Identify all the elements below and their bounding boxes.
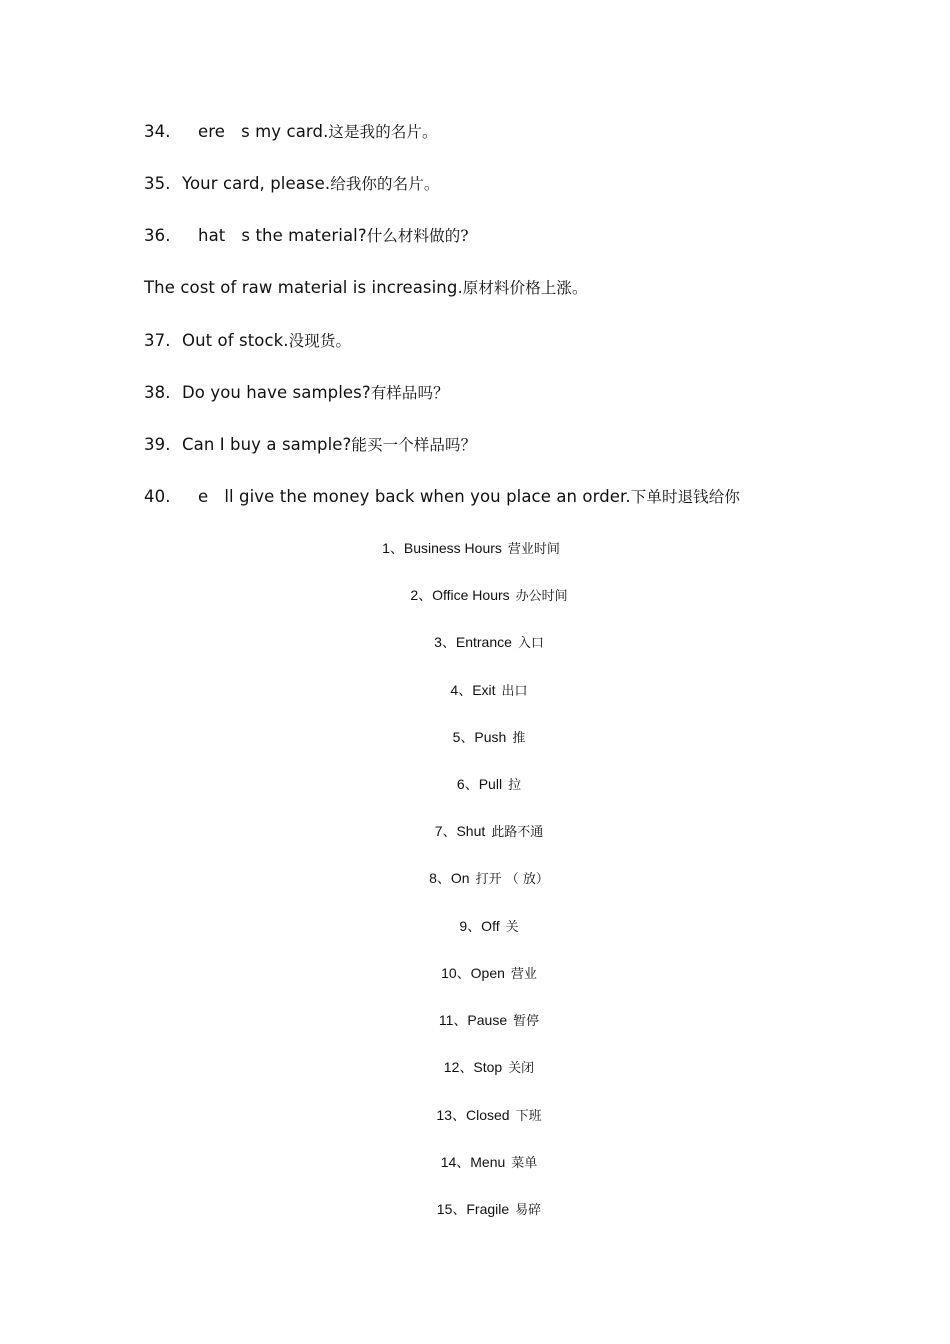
phrase-number: 37. [144,331,171,350]
phrase-english: hat s the material? [182,226,367,245]
sign-label: 3、Entrance [434,634,512,650]
sign-item [0,539,946,559]
phrase-chinese: 没现货。 [288,332,352,350]
phrase-number: 38. [144,383,171,402]
sign-label: 5、Push [452,729,507,745]
phrase-english: Out of stock. [182,331,289,350]
sign-item [14,917,950,937]
sign-chinese: 易碎 [515,1203,542,1218]
phrase-english: Your card, please. [182,174,331,193]
phrase-chinese: 有样品吗？ [370,384,449,402]
sign-item [14,1153,950,1173]
sign-item [14,728,950,748]
sign-item [14,822,950,842]
sign-label: 12、Stop [443,1059,503,1075]
sign-label: 4、Exit [450,682,496,698]
phrase-chinese: 什么材料做的? [366,227,469,245]
phrase-36 [144,225,469,247]
sign-item [14,681,950,701]
sign-label: 11、Pause [438,1012,508,1028]
phrase-number: 34. [144,122,171,141]
sign-chinese: 拉 [508,778,522,793]
sign-label: 9、Off [459,918,500,934]
sign-label: 6、Pull [456,776,503,792]
phrase-37 [144,330,351,352]
phrase-number: 36. [144,226,171,245]
sign-chinese: 营业时间 [507,542,560,557]
sign-item [14,1106,950,1126]
sign-label: 15、Fragile [436,1201,510,1217]
sign-chinese: 推 [512,731,526,746]
phrase-number: 39. [144,435,171,454]
sign-chinese: 营业 [510,967,537,982]
phrase-chinese: 给我你的名片。 [330,175,440,193]
phrase-english: e ll give the money back when you place an order. [182,487,631,506]
sign-label: 13、Closed [436,1107,510,1123]
phrase-english: ere s my card. [182,122,329,141]
sign-item [14,964,950,984]
sign-chinese: 办公时间 [515,589,568,604]
phrase-36-extra [144,277,588,299]
phrase-39 [144,434,476,456]
phrase-40 [144,486,740,508]
sign-item [14,1058,950,1078]
phrase-english: The cost of raw material is increasing. [144,278,463,297]
sign-label: 1、Business Hours [382,540,502,556]
sign-chinese: 关闭 [508,1061,535,1076]
phrase-english: Do you have samples? [182,383,371,402]
sign-label: 2、Office Hours [410,587,510,603]
sign-chinese: 入口 [517,636,544,651]
phrase-chinese: 原材料价格上涨。 [462,279,588,297]
phrase-35 [144,173,439,195]
sign-item [14,775,950,795]
sign-item [14,1200,950,1220]
sign-chinese: 菜单 [511,1156,538,1171]
sign-label: 8、On [429,870,470,886]
phrase-english: Can I buy a sample? [182,435,352,454]
phrase-chinese: 能买一个样品吗？ [351,436,477,454]
sign-label: 14、Menu [440,1154,506,1170]
sign-chinese: 关 [505,920,519,935]
sign-chinese: 出口 [501,684,528,699]
phrase-number: 40. [144,487,171,506]
sign-chinese: 下班 [515,1109,542,1124]
phrase-number: 35. [144,174,171,193]
sign-chinese: 打开 （ 放） [475,872,549,887]
sign-label: 10、Open [441,965,505,981]
sign-chinese: 此路不通 [491,825,544,840]
sign-item [14,633,950,653]
sign-item [14,869,950,889]
phrase-34 [144,121,438,143]
phrase-chinese: 下单时退钱给你 [630,488,740,506]
sign-item [14,1011,950,1031]
sign-chinese: 暂停 [513,1014,540,1029]
sign-label: 7、Shut [434,823,486,839]
sign-item [14,586,950,606]
phrase-chinese: 这是我的名片。 [328,123,438,141]
phrase-38 [144,382,449,404]
